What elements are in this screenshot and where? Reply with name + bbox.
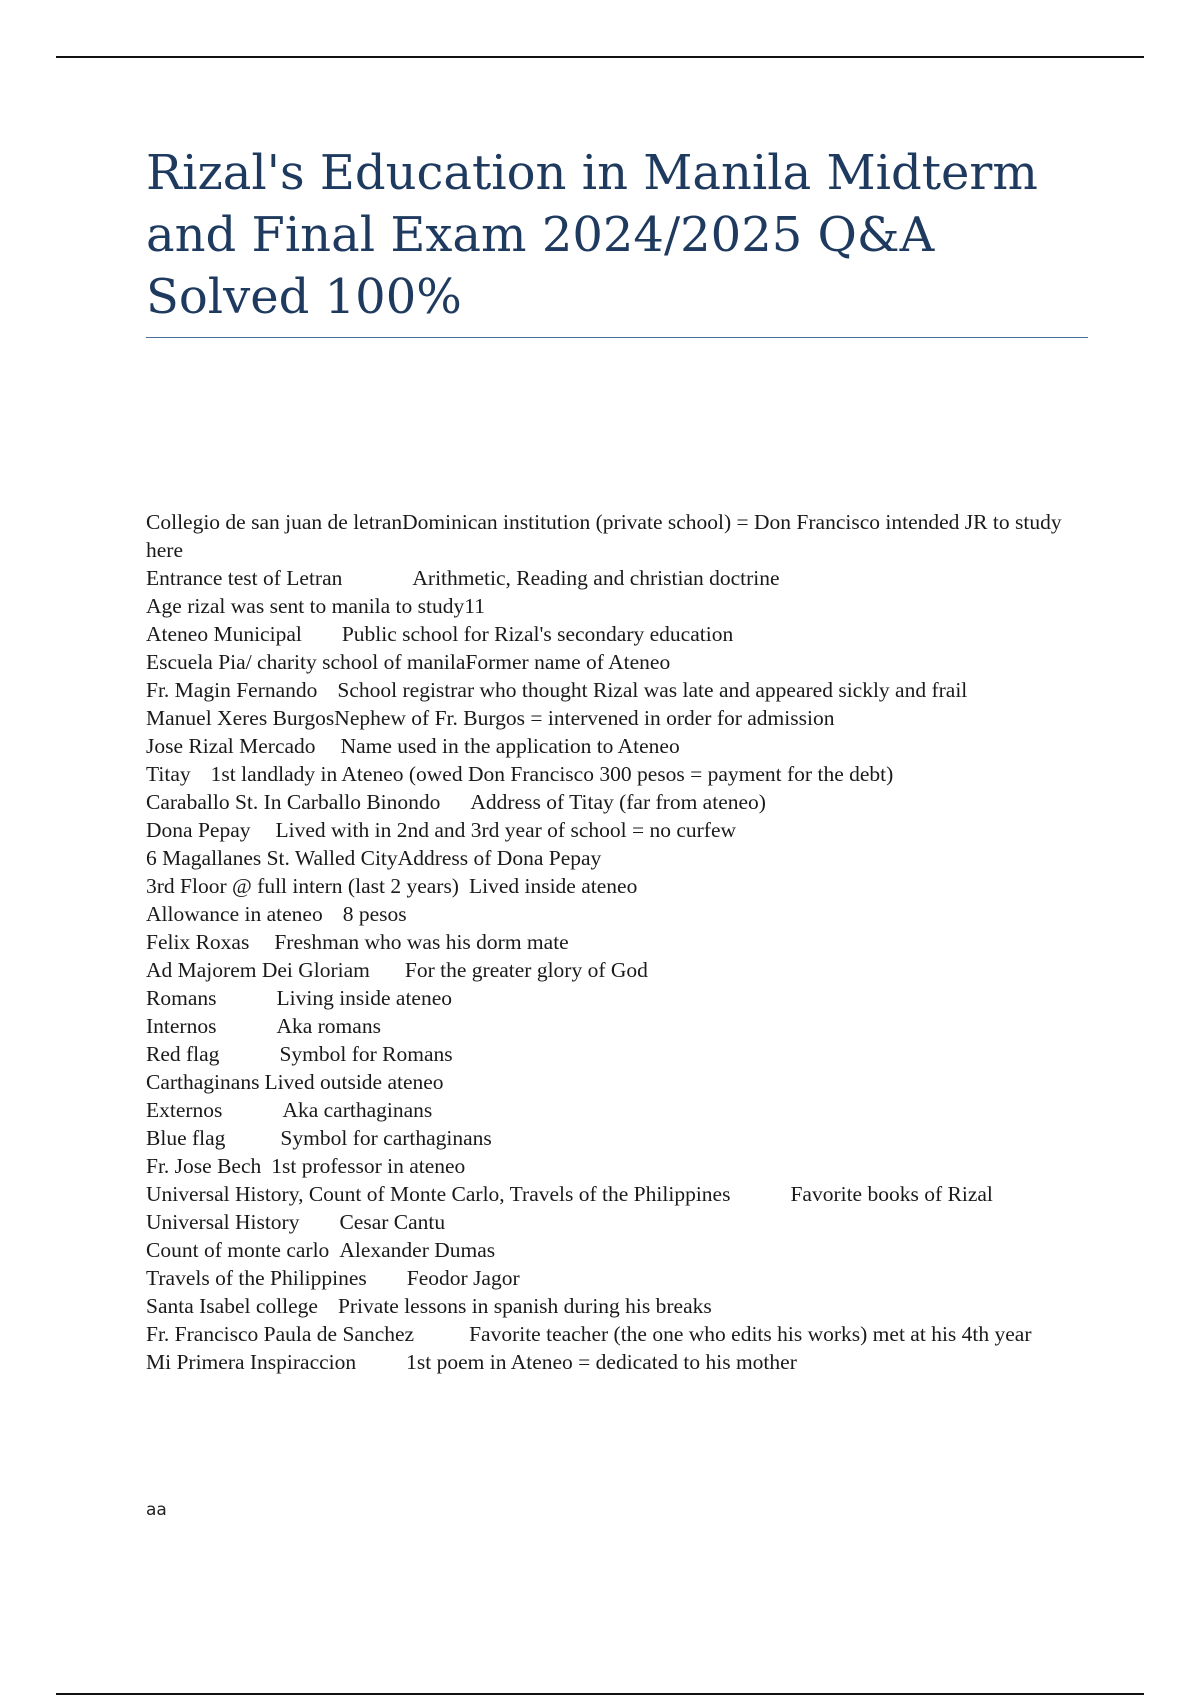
qa-row bbox=[146, 620, 1076, 648]
qa-definition: Alexander Dumas bbox=[339, 1238, 496, 1262]
qa-definition: Nephew of Fr. Burgos = intervened in order for admission bbox=[334, 706, 835, 730]
qa-definition: Dominican institution (private school) = Don Francisco intended JR to study here bbox=[146, 510, 1062, 562]
qa-term: Felix Roxas bbox=[146, 930, 250, 954]
qa-definition: 1st poem in Ateneo = dedicated to his mother bbox=[406, 1350, 797, 1374]
qa-row bbox=[146, 1096, 1076, 1124]
qa-definition: 1st landlady in Ateneo (owed Don Francisco 300 pesos = payment for the debt) bbox=[210, 762, 894, 786]
qa-definition: Feodor Jagor bbox=[406, 1266, 520, 1290]
qa-row bbox=[146, 1152, 1076, 1180]
qa-row bbox=[146, 1348, 1076, 1376]
qa-term: Fr. Jose Bech bbox=[146, 1154, 262, 1178]
qa-row bbox=[146, 788, 1076, 816]
qa-term: Fr. Magin Fernando bbox=[146, 678, 318, 702]
qa-term: Jose Rizal Mercado bbox=[146, 734, 316, 758]
qa-definition: For the greater glory of God bbox=[404, 958, 648, 982]
qa-row bbox=[146, 900, 1076, 928]
qa-definition: Address of Titay (far from ateneo) bbox=[470, 790, 766, 814]
qa-row bbox=[146, 704, 1076, 732]
qa-definition: School registrar who thought Rizal was late and appeared sickly and frail bbox=[337, 678, 968, 702]
qa-definition: Name used in the application to Ateneo bbox=[340, 734, 680, 758]
qa-definition: Former name of Ateneo bbox=[465, 650, 671, 674]
qa-term: Fr. Francisco Paula de Sanchez bbox=[146, 1322, 415, 1346]
qa-definition: 11 bbox=[464, 594, 485, 618]
qa-row bbox=[146, 872, 1076, 900]
qa-row bbox=[146, 1264, 1076, 1292]
qa-definition: Address of Dona Pepay bbox=[397, 846, 602, 870]
qa-definition: Symbol for Romans bbox=[279, 1042, 453, 1066]
qa-definition: 8 pesos bbox=[342, 902, 407, 926]
qa-term: Escuela Pia/ charity school of manila bbox=[146, 650, 466, 674]
qa-term: 6 Magallanes St. Walled City bbox=[146, 846, 398, 870]
top-rule bbox=[56, 56, 1144, 58]
qa-row bbox=[146, 1068, 1076, 1096]
qa-term: Travels of the Philippines bbox=[146, 1266, 367, 1290]
qa-definition: Arithmetic, Reading and christian doctrine bbox=[412, 566, 780, 590]
qa-term: 3rd Floor @ full intern (last 2 years) bbox=[146, 874, 459, 898]
qa-list bbox=[146, 508, 1076, 1376]
qa-term: Ateneo Municipal bbox=[146, 622, 302, 646]
qa-row bbox=[146, 592, 1076, 620]
qa-term: Count of monte carlo bbox=[146, 1238, 330, 1262]
qa-term: Universal History, Count of Monte Carlo, Travels of the Philippines bbox=[146, 1182, 731, 1206]
qa-definition: Lived with in 2nd and 3rd year of school = no curfew bbox=[275, 818, 737, 842]
qa-row bbox=[146, 648, 1076, 676]
qa-term: Entrance test of Letran bbox=[146, 566, 343, 590]
qa-definition: Symbol for carthaginans bbox=[280, 1126, 492, 1150]
qa-row bbox=[146, 984, 1076, 1012]
qa-row bbox=[146, 760, 1076, 788]
qa-row bbox=[146, 1292, 1076, 1320]
title-underline bbox=[146, 337, 1088, 338]
qa-row bbox=[146, 1040, 1076, 1068]
qa-row bbox=[146, 1012, 1076, 1040]
qa-definition: 1st professor in ateneo bbox=[271, 1154, 466, 1178]
qa-term: Blue flag bbox=[146, 1126, 226, 1150]
qa-definition: Freshman who was his dorm mate bbox=[274, 930, 569, 954]
qa-term: Titay bbox=[146, 762, 191, 786]
qa-row bbox=[146, 1208, 1076, 1236]
qa-term: Internos bbox=[146, 1014, 217, 1038]
qa-row bbox=[146, 508, 1076, 564]
footer-note: aa bbox=[146, 1500, 167, 1520]
qa-term: Romans bbox=[146, 986, 217, 1010]
qa-term: Allowance in ateneo bbox=[146, 902, 323, 926]
qa-term: Age rizal was sent to manila to study bbox=[146, 594, 465, 618]
qa-definition: Favorite books of Rizal bbox=[790, 1182, 993, 1206]
qa-row bbox=[146, 732, 1076, 760]
bottom-rule bbox=[56, 1693, 1144, 1695]
qa-term: Red flag bbox=[146, 1042, 220, 1066]
qa-term: Externos bbox=[146, 1098, 223, 1122]
qa-term: Universal History bbox=[146, 1210, 300, 1234]
qa-row bbox=[146, 1124, 1076, 1152]
qa-row bbox=[146, 1320, 1076, 1348]
qa-definition: Cesar Cantu bbox=[339, 1210, 446, 1234]
qa-definition: Aka carthaginans bbox=[282, 1098, 433, 1122]
qa-term: Ad Majorem Dei Gloriam bbox=[146, 958, 370, 982]
qa-term: Dona Pepay bbox=[146, 818, 251, 842]
document-title: Rizal's Education in Manila Midterm and Final Exam 2024/2025 Q&A Solved 100% bbox=[146, 145, 1038, 325]
qa-definition: Aka romans bbox=[276, 1014, 381, 1038]
qa-definition: Living inside ateneo bbox=[276, 986, 453, 1010]
qa-term: Collegio de san juan de letran bbox=[146, 510, 403, 534]
qa-definition: Lived inside ateneo bbox=[468, 874, 638, 898]
qa-term: Mi Primera Inspiraccion bbox=[146, 1350, 357, 1374]
qa-row bbox=[146, 1236, 1076, 1264]
qa-term: Carthaginans bbox=[146, 1070, 260, 1094]
qa-row bbox=[146, 844, 1076, 872]
qa-row bbox=[146, 676, 1076, 704]
qa-definition: Lived outside ateneo bbox=[264, 1070, 444, 1094]
qa-row bbox=[146, 928, 1076, 956]
qa-row bbox=[146, 956, 1076, 984]
qa-row bbox=[146, 1180, 1076, 1208]
qa-term: Manuel Xeres Burgos bbox=[146, 706, 335, 730]
qa-row bbox=[146, 816, 1076, 844]
qa-term: Santa Isabel college bbox=[146, 1294, 318, 1318]
qa-term: Caraballo St. In Carballo Binondo bbox=[146, 790, 441, 814]
qa-definition: Favorite teacher (the one who edits his works) met at his 4th year bbox=[469, 1322, 1032, 1346]
qa-row bbox=[146, 564, 1076, 592]
qa-definition: Public school for Rizal's secondary education bbox=[341, 622, 734, 646]
qa-definition: Private lessons in spanish during his breaks bbox=[337, 1294, 712, 1318]
